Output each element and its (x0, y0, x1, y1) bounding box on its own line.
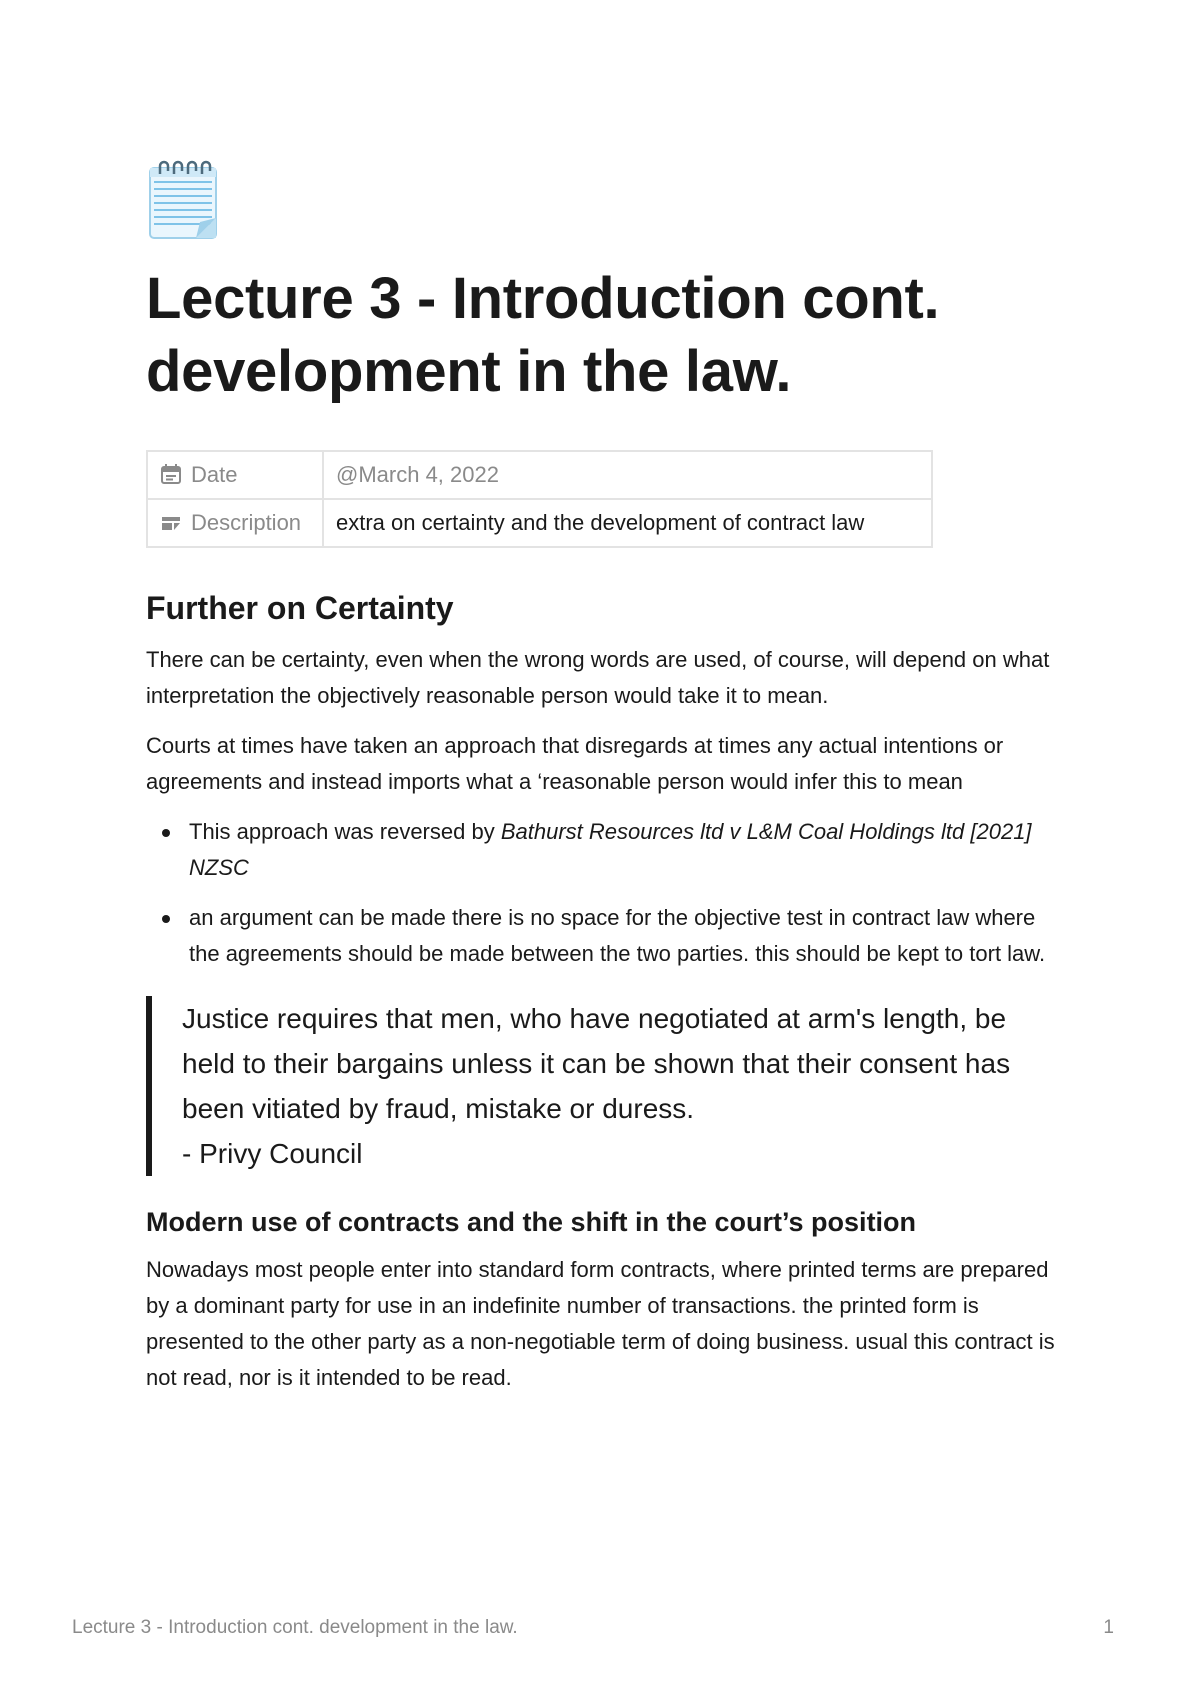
page-title-line-1: Lecture 3 - Introduction cont. (146, 266, 940, 331)
property-row-description (147, 499, 932, 547)
property-key-date: Date (147, 451, 323, 499)
quote-attribution: - Privy Council (182, 1138, 363, 1169)
heading-modern-use-of-contracts: Modern use of contracts and the shift in the court’s position (146, 1207, 917, 1237)
quote-text: Justice requires that men, who have negotiated at arm's length, be held to their bargains unless it can be shown that their consent has been vitiated by fraud, mistake or duress. (182, 1003, 1011, 1124)
paragraph: Courts at times have taken an approach that disregards at times any actual intentions or agreements and instead imports what a ‘reasonable person would infer this to mean (146, 733, 1004, 794)
page-title (146, 262, 1066, 408)
list-item: This approach was reversed by Bathurst Resources ltd v L&M Coal Holdings ltd [2021] NZSC (146, 814, 1066, 886)
heading-further-on-certainty: Further on Certainty (146, 590, 454, 626)
bullet-list (146, 814, 1066, 972)
footer-title: Lecture 3 - Introduction cont. development in the law. (72, 1617, 518, 1638)
property-row-date (147, 451, 932, 499)
page-content (146, 588, 1066, 1410)
footer-page-number: 1 (1103, 1617, 1114, 1638)
page-title-line-2: development in the law. (146, 339, 792, 404)
notepad-icon (146, 158, 224, 242)
paragraph: Nowadays most people enter into standard form contracts, where printed terms are prepared by a dominant party for use in an indefinite number of transactions. the printed form is presented to the other party as a non-negotiable term of doing business. usual this contract is not read, nor is it intended to be read. (146, 1257, 1055, 1390)
property-value-description[interactable]: extra on certainty and the development of contract law (323, 499, 932, 547)
case-citation: Bathurst Resources ltd v L&M Coal Holdings ltd [2021] NZSC (189, 819, 1032, 880)
calendar-icon (160, 463, 182, 485)
property-value-date[interactable]: @March 4, 2022 (323, 451, 932, 499)
quote-block (146, 996, 1066, 1176)
property-key-description: Description (147, 499, 323, 547)
text-lines-icon (160, 511, 182, 533)
list-item: an argument can be made there is no space for the objective test in contract law where the agreements should be made between the two parties. this should be kept to tort law. (146, 900, 1066, 972)
properties-table (146, 450, 933, 548)
paragraph: There can be certainty, even when the wrong words are used, of course, will depend on what interpretation the objectively reasonable person would take it to mean. (146, 647, 1050, 708)
